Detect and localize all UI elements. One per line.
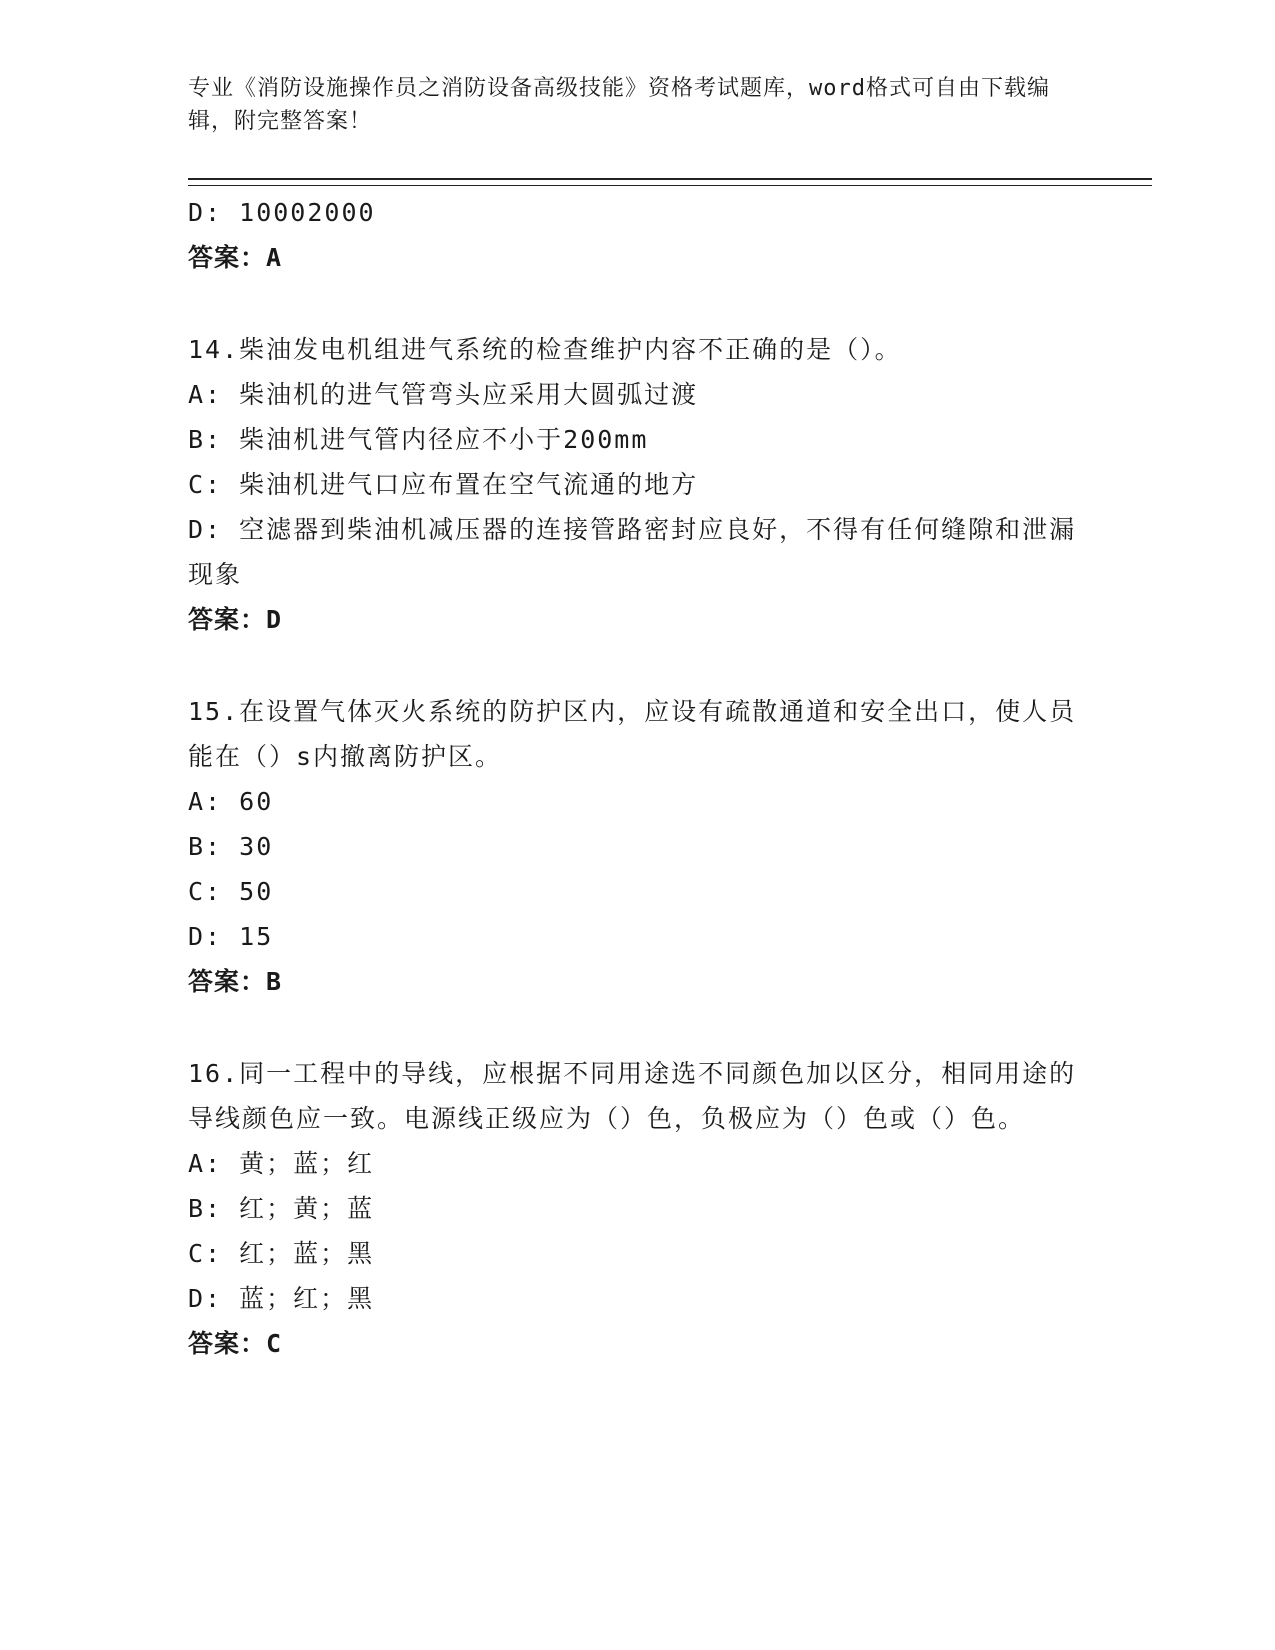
question-stem: 16.同一工程中的导线，应根据不同用途选不同颜色加以区分，相同用途的导线颜色应一致。电源线正级应为（）色，负极应为（）色或（）色。 bbox=[188, 1059, 1077, 1133]
question-answer: 答案：D bbox=[188, 605, 283, 634]
question-16 bbox=[188, 1051, 1078, 1366]
option-b: B: 红；黄；蓝 bbox=[188, 1194, 375, 1223]
page-header: 专业《消防设施操作员之消防设备高级技能》资格考试题库，word格式可自由下载编辑，附完整答案！ bbox=[188, 76, 1050, 134]
question-answer: 答案：B bbox=[188, 967, 283, 996]
option-c: C: 红；蓝；黑 bbox=[188, 1239, 375, 1268]
option-c: C: 柴油机进气口应布置在空气流通的地方 bbox=[188, 470, 699, 499]
prev-answer: 答案：A bbox=[188, 243, 283, 272]
option-b: B: 30 bbox=[188, 832, 274, 861]
document-body bbox=[188, 190, 1078, 1366]
question-answer: 答案：C bbox=[188, 1329, 283, 1358]
question-stem: 14.柴油发电机组进气系统的检查维护内容不正确的是（）。 bbox=[188, 335, 902, 364]
option-a: A: 60 bbox=[188, 787, 274, 816]
option-d: D: 蓝；红；黑 bbox=[188, 1284, 375, 1313]
option-c: C: 50 bbox=[188, 877, 274, 906]
option-d: D: 15 bbox=[188, 922, 274, 951]
question-stem: 15.在设置气体灭火系统的防护区内，应设有疏散通道和安全出口，使人员能在（）s内撤离防护区。 bbox=[188, 697, 1077, 771]
header-divider bbox=[188, 178, 1152, 186]
option-a: A: 柴油机的进气管弯头应采用大圆弧过渡 bbox=[188, 380, 699, 409]
option-b: B: 柴油机进气管内径应不小于200mm bbox=[188, 425, 649, 454]
option-a: A: 黄；蓝；红 bbox=[188, 1149, 375, 1178]
prev-option-d: D: 10002000 bbox=[188, 198, 376, 227]
option-d: D: 空滤器到柴油机减压器的连接管路密封应良好，不得有任何缝隙和泄漏现象 bbox=[188, 515, 1077, 589]
question-14 bbox=[188, 327, 1078, 642]
question-15 bbox=[188, 689, 1078, 1004]
